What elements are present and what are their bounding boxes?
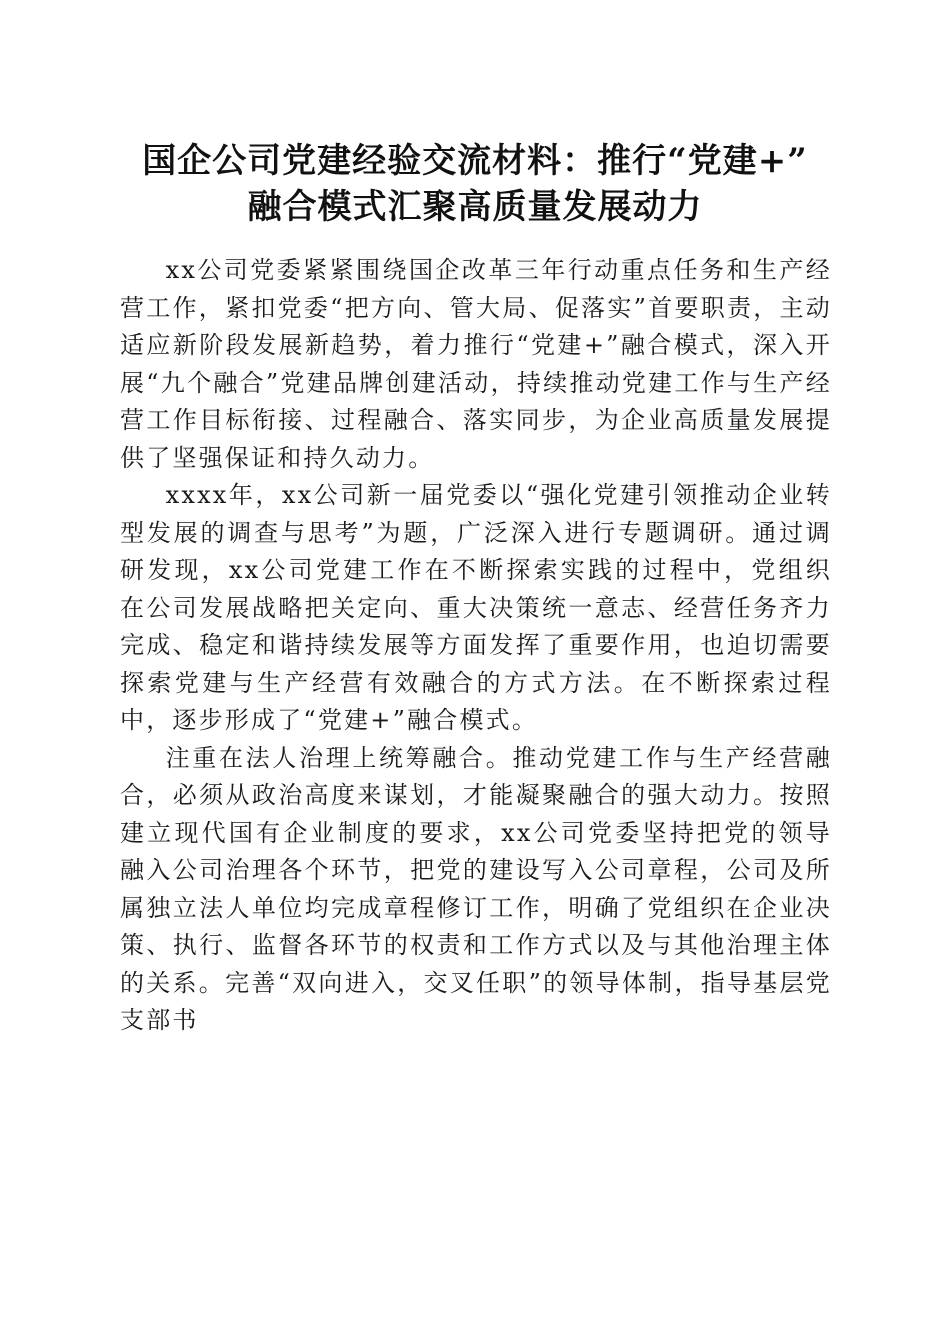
body-paragraph-2: xxxx年，xx公司新一届党委以“强化党建引领推动企业转型发展的调查与思考”为题，广泛深入进行专题调研。通过调研发现，xx公司党建工作在不断探索实践的过程中，党组织在公司发展战略把关定向、重大决策统一意志、经营任务齐力完成、稳定和谐持续发展等方面发挥了重要作用，也迫切需要探索党建与生产经营有效融合的方式方法。在不断探索过程中，逐步形成了“党建+”融合模式。 (120, 481, 832, 734)
title-line-2: 融合模式汇聚高质量发展动力 (247, 187, 703, 227)
body-paragraph-1: xx公司党委紧紧围绕国企改革三年行动重点任务和生产经营工作，紧扣党委“把方向、管大局、促落实”首要职责，主动适应新阶段发展新趋势，着力推行“党建+”融合模式，深入开展“九个融合”党建品牌创建活动，持续推动党建工作与生产经营工作目标衔接、过程融合、落实同步，为企业高质量发展提供了坚强保证和持久动力。 (120, 256, 832, 472)
title-line-1: 国企公司党建经验交流材料：推行“党建+” (142, 141, 808, 181)
document-body (120, 252, 832, 1040)
body-paragraph-3: 注重在法人治理上统筹融合。推动党建工作与生产经营融合，必须从政治高度来谋划，才能凝聚融合的强大动力。按照建立现代国有企业制度的要求，xx公司党委坚持把党的领导融入公司治理各个环节，把党的建设写入公司章程，公司及所属独立法人单位均完成章程修订工作，明确了党组织在企业决策、执行、监督各环节的权责和工作方式以及与其他治理主体的关系。完善“双向进入，交叉任职”的领导体制，指导基层党支部书 (120, 743, 832, 1034)
document-title (100, 138, 850, 230)
